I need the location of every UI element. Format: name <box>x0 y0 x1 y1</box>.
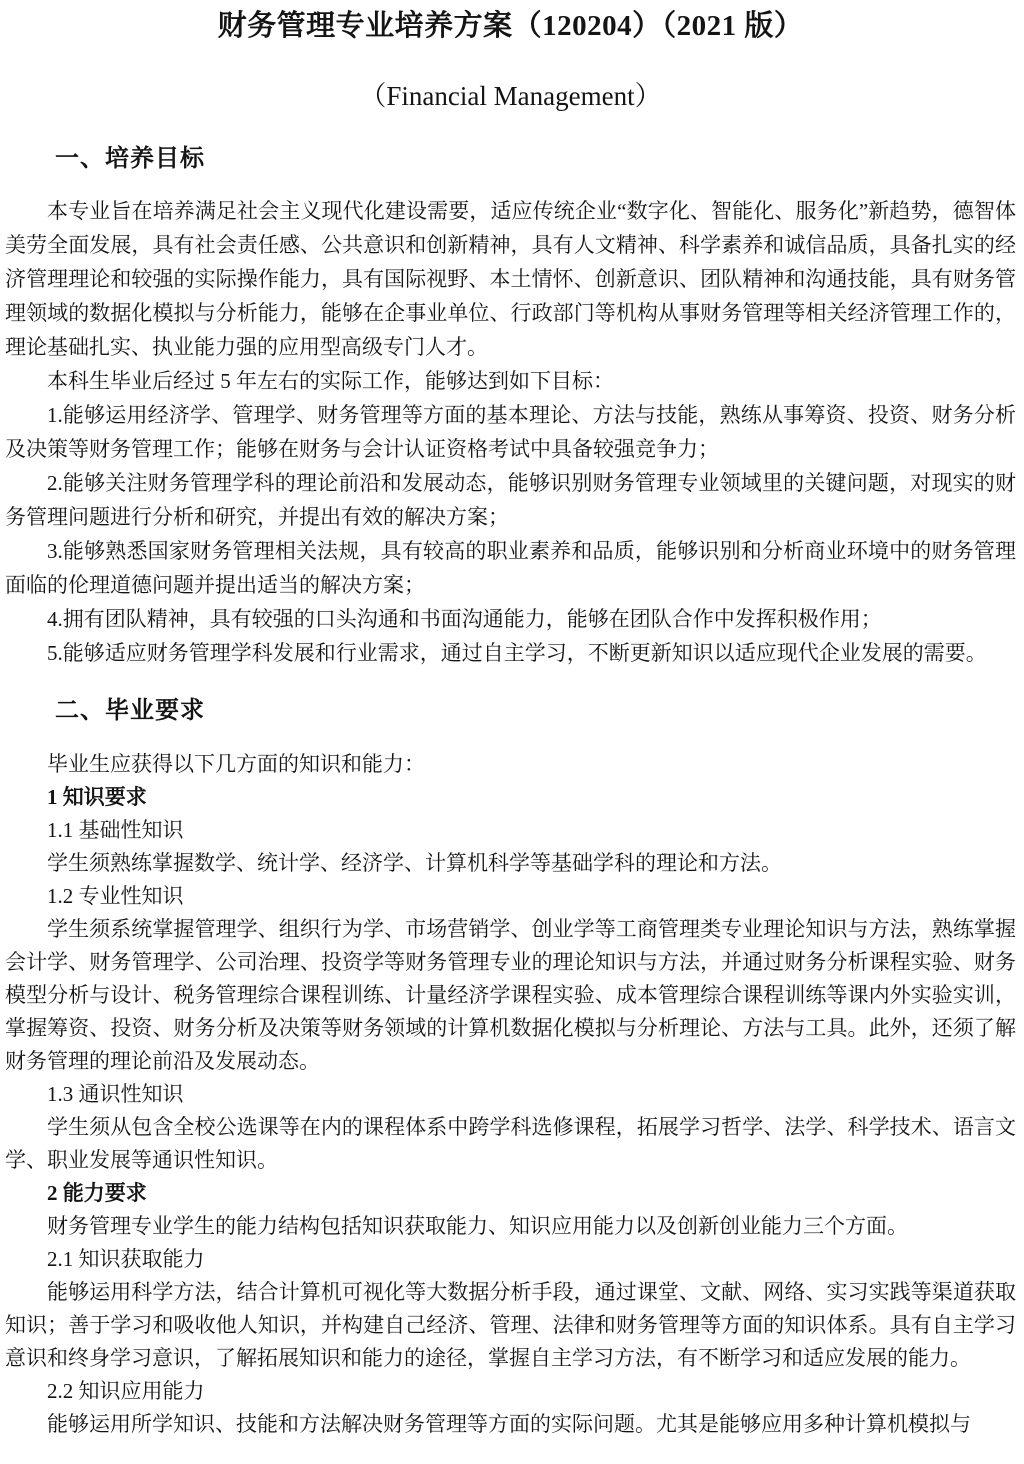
objective-item-1: 1.能够运用经济学、管理学、财务管理等方面的基本理论、方法与技能，熟练从事筹资、投资、财务分析及决策等财务管理工作；能够在财务与会计认证资格考试中具备较强竞争力； <box>5 403 1016 461</box>
knowledge-professional-paragraph: 学生须系统掌握管理学、组织行为学、市场营销学、创业学等工商管理类专业理论知识与方法，熟练掌握会计学、财务管理学、公司治理、投资学等财务管理专业的理论知识与方法，并通过财务分析课程实验、财务模型分析与设计、税务管理综合课程训练、计量经济学课程实验、成本管理综合课程训练等课内外实验实训，掌握筹资、投资、财务分析及决策等财务领域的计算机数据化模拟与分析理论、方法与工具。此外，还须了解财务管理的理论前沿及发展动态。 <box>5 917 1016 1073</box>
objective-item-3: 3.能够熟悉国家财务管理相关法规，具有较高的职业素养和品质，能够识别和分析商业环境中的财务管理面临的伦理道德问题并提出适当的解决方案； <box>5 539 1016 597</box>
graduation-lead-paragraph: 毕业生应获得以下几方面的知识和能力： <box>47 752 425 776</box>
ability-requirement-heading: 2 能力要求 <box>47 1181 147 1205</box>
section-1-body <box>5 194 1016 670</box>
objective-item-2: 2.能够关注财务管理学科的理论前沿和发展动态，能够识别财务管理专业领域里的关键问题，对现实的财务管理问题进行分析和研究，并提出有效的解决方案； <box>5 471 1016 529</box>
knowledge-basic-subheading: 1.1 基础性知识 <box>47 818 184 842</box>
section-1-heading: 一、培养目标 <box>55 145 205 172</box>
knowledge-basic-paragraph: 学生须熟练掌握数学、统计学、经济学、计算机科学等基础学科的理论和方法。 <box>47 851 782 875</box>
intro-paragraph: 本专业旨在培养满足社会主义现代化建设需要，适应传统企业“数字化、智能化、服务化”新趋势，德智体美劳全面发展，具有社会责任感、公共意识和创新精神，具有人文精神、科学素养和诚信品质，具备扎实的经济管理理论和较强的实际操作能力，具有国际视野、本土情怀、创新意识、团队精神和沟通技能，具有财务管理领域的数据化模拟与分析能力，能够在企事业单位、行政部门等机构从事财务管理等相关经济管理工作的，理论基础扎实、执业能力强的应用型高级专门人才。 <box>5 199 1016 359</box>
ability-apply-subheading: 2.2 知识应用能力 <box>47 1379 205 1403</box>
document-subtitle-english: （Financial Management） <box>359 81 662 111</box>
objective-item-4: 4.拥有团队精神，具有较强的口头沟通和书面沟通能力，能够在团队合作中发挥积极作用； <box>47 607 882 631</box>
ability-lead-paragraph: 财务管理专业学生的能力结构包括知识获取能力、知识应用能力以及创新创业能力三个方面。 <box>47 1214 908 1238</box>
document-title: 财务管理专业培养方案（120204）（2021 版） <box>217 10 804 42</box>
knowledge-general-subheading: 1.3 通识性知识 <box>47 1082 184 1106</box>
knowledge-professional-subheading: 1.2 专业性知识 <box>47 884 184 908</box>
objectives-lead-paragraph: 本科生毕业后经过 5 年左右的实际工作，能够达到如下目标： <box>47 369 614 393</box>
ability-acquire-paragraph: 能够运用科学方法，结合计算机可视化等大数据分析手段，通过课堂、文献、网络、实习实践等渠道获取知识；善于学习和吸收他人知识，并构建自己经济、管理、法律和财务管理等方面的知识体系。具有自主学习意识和终身学习意识，了解拓展知识和能力的途径，掌握自主学习方法，有不断学习和适应发展的能力。 <box>5 1280 1016 1370</box>
objective-item-5: 5.能够适应财务管理学科发展和行业需求，通过自主学习，不断更新知识以适应现代企业发展的需要。 <box>47 641 987 665</box>
knowledge-requirement-heading: 1 知识要求 <box>47 785 147 809</box>
ability-apply-paragraph: 能够运用所学知识、技能和方法解决财务管理等方面的实际问题。尤其是能够应用多种计算机模拟与 <box>47 1412 971 1436</box>
knowledge-general-paragraph: 学生须从包含全校公选课等在内的课程体系中跨学科选修课程，拓展学习哲学、法学、科学技术、语言文学、职业发展等通识性知识。 <box>5 1115 1016 1172</box>
document-page <box>0 8 1024 1464</box>
ability-acquire-subheading: 2.1 知识获取能力 <box>47 1247 205 1271</box>
section-2-heading: 二、毕业要求 <box>55 697 205 724</box>
section-2-body <box>5 748 1016 1441</box>
